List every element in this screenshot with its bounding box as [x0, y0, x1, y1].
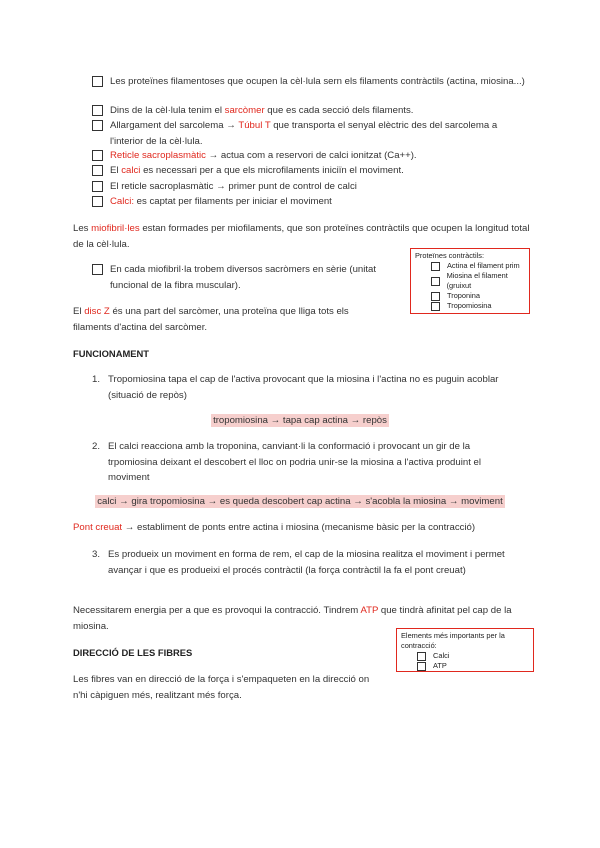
callout-item: [431, 271, 529, 291]
text-run: Les proteïnes filamentoses que ocupen la cèl·lula sern els filaments contràctils (actina, miosina...): [110, 76, 525, 87]
checklist-item-text: [110, 194, 332, 210]
text-run: El: [73, 306, 85, 317]
numbered-item-3: [92, 547, 522, 578]
heading-funcionament: FUNCIONAMENT: [73, 348, 150, 359]
checklist-item: [92, 103, 532, 119]
numbered-item-1: [92, 372, 522, 403]
highlighted-term: sarcòmer: [224, 105, 265, 116]
highlighted-term: Túbul T: [238, 120, 271, 131]
checklist-item: [92, 179, 532, 195]
checkbox[interactable]: [431, 277, 440, 286]
checkbox[interactable]: [92, 105, 103, 116]
numbered-item-2: [92, 439, 522, 486]
callout-item: [417, 661, 533, 671]
checkbox[interactable]: [92, 76, 103, 87]
checkbox[interactable]: [417, 662, 426, 671]
callout-item: [431, 291, 529, 301]
callout-item: [431, 301, 529, 311]
checklist-item-text: [110, 179, 357, 195]
text-run: que transporta el senyal elèctric des del sarcolema a l'interior de la cèl·lula.: [110, 120, 498, 147]
checklist-item-text: [110, 163, 404, 179]
highlighted-term: miofibril·les: [91, 223, 140, 234]
text-run: és una part del sarcòmer, una proteïna que lliga tots els filaments d'actina del sarcòmer.: [73, 306, 349, 333]
paragraph-pont-creuat: [73, 520, 528, 536]
checkbox[interactable]: [92, 196, 103, 207]
checklist-item: [92, 148, 532, 164]
paragraph-disc-z: [73, 304, 373, 335]
checklist-item-text: [110, 148, 417, 164]
paragraph-fibres: Les fibres van en direcció de la força i s'empaqueten en la direcció on n'hi càpiguen més, realitzant més força.: [73, 674, 370, 701]
checklist-item-sarcomers: [92, 262, 392, 293]
heading-direccio: DIRECCIÓ DE LES FIBRES: [73, 647, 193, 658]
item-text: El calci reacciona amb la troponina, canviant·li la conformació i provocant un gir de la trpomiosina deixant el descobert el lloc on podria unir-se la miosina a l'activa produint el moviment: [108, 441, 481, 483]
checklist-item-text: [110, 74, 525, 90]
checkbox[interactable]: [92, 264, 103, 275]
checkbox[interactable]: [92, 150, 103, 161]
callout-item-text: Troponina: [447, 291, 481, 300]
highlighted-term: Calci:: [110, 196, 134, 207]
text-run: → actua com a reservori de calci ionitzat (Ca++).: [205, 150, 417, 161]
item-number: 2.: [92, 441, 101, 452]
text-run: que es cada secció dels filaments.: [264, 105, 414, 116]
checkbox[interactable]: [431, 262, 440, 271]
flow-2: [0, 494, 600, 510]
checkbox[interactable]: [417, 652, 426, 661]
callout-item-text: ATP: [433, 661, 447, 670]
callout-item: [431, 261, 529, 271]
flow-1: [0, 413, 600, 429]
checklist-item-text: [110, 118, 532, 149]
highlighted-term: Pont creuat: [73, 522, 123, 533]
checkbox[interactable]: [431, 292, 440, 301]
checklist-item: [92, 74, 532, 90]
checkbox[interactable]: [92, 120, 103, 131]
text-run: Allargament del sarcolema →: [110, 120, 239, 131]
text-run: es necessari per a que els microfilaments iniciïn el moviment.: [140, 165, 404, 176]
checkbox[interactable]: [92, 165, 103, 176]
item-text: Tropomiosina tapa el cap de l'activa provocant que la miosina i l'actina no es puguin acoblar (situació de repòs): [108, 374, 499, 401]
item-number: 3.: [92, 549, 101, 560]
callout-item-text: Actina el filament prim: [447, 261, 520, 270]
highlighted-term: ATP: [360, 605, 379, 616]
checklist-item: [92, 194, 532, 210]
flow-2-text: calci → gira tropomiosina → es queda descobert cap actina → s'acobla la miosina → moviment: [97, 496, 503, 507]
text-run: Dins de la cèl·lula tenim el: [110, 105, 225, 116]
text-run: → establiment de ponts entre actina i miosina (mecanisme bàsic per la contracció): [122, 522, 476, 533]
highlighted-term: calci: [121, 165, 141, 176]
callout-title: Elements més importants per la contracció:: [401, 631, 505, 650]
callout-elements: [396, 628, 534, 672]
checklist-item-text: En cada miofibril·la trobem diversos sacròmers en sèrie (unitat funcional de la fibra muscular).: [110, 264, 377, 291]
checkbox[interactable]: [92, 181, 103, 192]
callout-item-text: Miosina el filament (gruixut: [446, 271, 508, 290]
callout-proteines: [410, 248, 530, 314]
flow-1-text: tropomiosina → tapa cap actina → repòs: [213, 415, 387, 426]
text-run: El: [110, 165, 122, 176]
text-run: El reticle sacroplasmàtic → primer punt de control de calci: [110, 181, 357, 192]
item-number: 1.: [92, 374, 101, 385]
checklist-item: [92, 118, 532, 149]
callout-item: [417, 651, 533, 661]
checkbox[interactable]: [431, 302, 440, 311]
text-run: que tindrà afinitat pel cap de la miosina.: [73, 605, 512, 632]
checklist-item: [92, 163, 532, 179]
text-run: estan formades per miofilaments, que son proteïnes contràctils que ocupen la longitud total de la cèl·lula.: [73, 223, 530, 250]
callout-item-text: Tropomiosina: [447, 301, 492, 310]
callout-title: Proteïnes contràctils:: [415, 251, 485, 260]
text-run: es captat per filaments per iniciar el moviment: [134, 196, 332, 207]
checklist-item-text: [110, 103, 413, 119]
text-run: Necessitarem energia per a que es provoqui la contracció. Tindrem: [73, 605, 361, 616]
text-run: Les: [73, 223, 92, 234]
highlighted-term: Reticle sacroplasmàtic: [110, 150, 206, 161]
highlighted-term: disc Z: [84, 306, 110, 317]
callout-item-text: Calci: [433, 651, 450, 660]
item-text: Es produeix un moviment en forma de rem, el cap de la miosina realitza el moviment i permet avançar i que es produeixi el procés contràctil (la força contràctil la fa el pont creuat): [108, 549, 505, 576]
